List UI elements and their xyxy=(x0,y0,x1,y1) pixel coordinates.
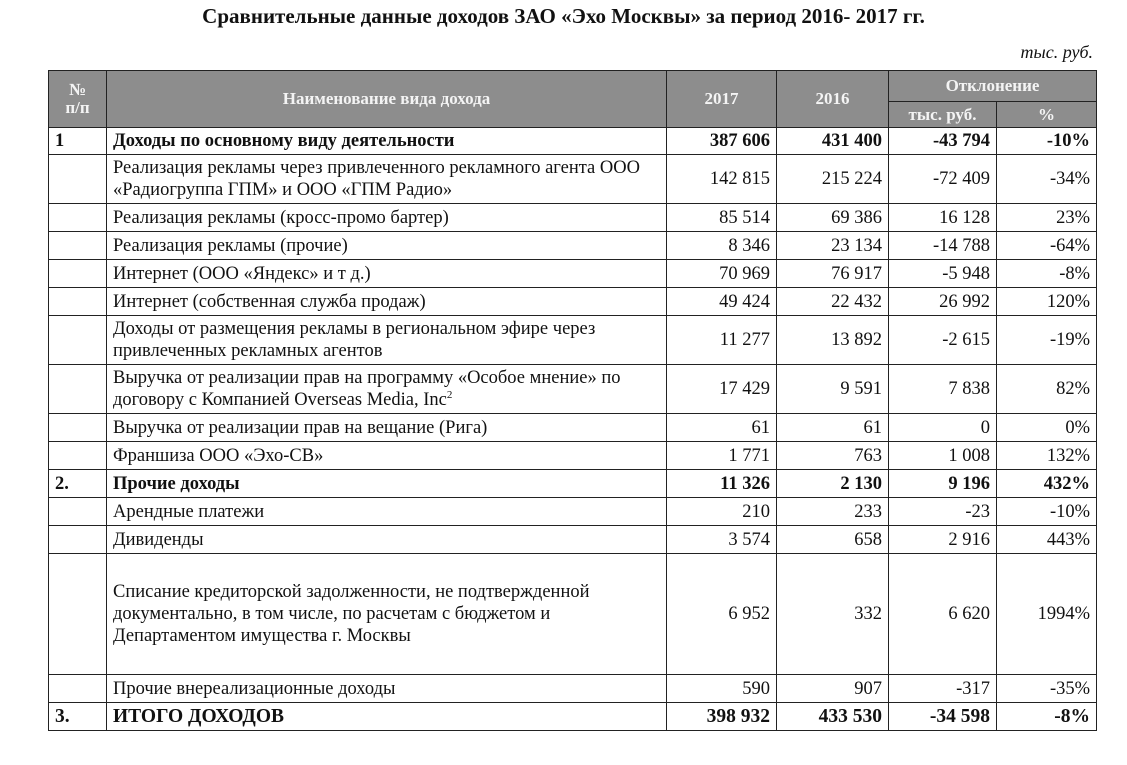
row-deviation-pct: -8% xyxy=(997,703,1097,731)
row-deviation: 26 992 xyxy=(889,288,997,316)
row-name: Доходы по основному виду деятельности xyxy=(107,128,667,155)
table-row xyxy=(49,470,1097,498)
header-deviation-abs: тыс. руб. xyxy=(889,102,997,128)
income-comparison-table xyxy=(48,70,1097,731)
row-value-2017: 61 xyxy=(667,414,777,442)
table-row xyxy=(49,442,1097,470)
document-title: Сравнительные данные доходов ЗАО «Эхо Москвы» за период 2016- 2017 гг. xyxy=(202,4,925,28)
row-name: Реализация рекламы (прочие) xyxy=(107,232,667,260)
table-row xyxy=(49,675,1097,703)
row-number: 1 xyxy=(49,128,107,155)
row-deviation: -72 409 xyxy=(889,155,997,204)
row-deviation: -317 xyxy=(889,675,997,703)
row-value-2017: 11 326 xyxy=(667,470,777,498)
row-deviation: -14 788 xyxy=(889,232,997,260)
row-name: Арендные платежи xyxy=(107,498,667,526)
row-deviation-pct: 23% xyxy=(997,204,1097,232)
row-name: Франшиза ООО «Эхо-СВ» xyxy=(107,442,667,470)
table-row xyxy=(49,288,1097,316)
header-deviation: Отклонение xyxy=(889,71,1097,102)
header-number-line2: п/п xyxy=(65,98,90,117)
row-value-2017: 85 514 xyxy=(667,204,777,232)
row-name: Дивиденды xyxy=(107,526,667,554)
table-row xyxy=(49,232,1097,260)
row-deviation: 2 916 xyxy=(889,526,997,554)
row-value-2016: 907 xyxy=(777,675,889,703)
row-value-2017: 590 xyxy=(667,675,777,703)
row-value-2017: 49 424 xyxy=(667,288,777,316)
row-deviation-pct: -19% xyxy=(997,316,1097,365)
table-row xyxy=(49,260,1097,288)
row-number xyxy=(49,232,107,260)
row-number: 3. xyxy=(49,703,107,731)
row-number xyxy=(49,526,107,554)
table-row xyxy=(49,155,1097,204)
row-deviation-pct: -64% xyxy=(997,232,1097,260)
row-name: Выручка от реализации прав на вещание (Рига) xyxy=(107,414,667,442)
table-row xyxy=(49,128,1097,155)
table-row xyxy=(49,204,1097,232)
row-value-2017: 70 969 xyxy=(667,260,777,288)
row-value-2016: 431 400 xyxy=(777,128,889,155)
row-number xyxy=(49,288,107,316)
row-value-2016: 658 xyxy=(777,526,889,554)
row-deviation-pct: 82% xyxy=(997,365,1097,414)
row-deviation-pct: 120% xyxy=(997,288,1097,316)
row-number xyxy=(49,260,107,288)
row-deviation: -5 948 xyxy=(889,260,997,288)
header-number xyxy=(49,71,107,128)
header-number-line1: № xyxy=(68,80,87,99)
row-deviation-pct: -10% xyxy=(997,498,1097,526)
row-deviation: -2 615 xyxy=(889,316,997,365)
row-value-2016: 332 xyxy=(777,554,889,675)
row-value-2016: 2 130 xyxy=(777,470,889,498)
row-value-2017: 387 606 xyxy=(667,128,777,155)
header-year-2017: 2017 xyxy=(667,71,777,128)
table-header-row xyxy=(49,71,1097,102)
row-deviation: -34 598 xyxy=(889,703,997,731)
row-value-2017: 398 932 xyxy=(667,703,777,731)
row-deviation: -43 794 xyxy=(889,128,997,155)
row-deviation-pct: -35% xyxy=(997,675,1097,703)
table-row xyxy=(49,365,1097,414)
row-value-2016: 76 917 xyxy=(777,260,889,288)
row-value-2016: 9 591 xyxy=(777,365,889,414)
row-value-2016: 23 134 xyxy=(777,232,889,260)
row-number xyxy=(49,365,107,414)
row-deviation-pct: -8% xyxy=(997,260,1097,288)
row-deviation-pct: 132% xyxy=(997,442,1097,470)
table-row-total xyxy=(49,703,1097,731)
footnote-marker: 2 xyxy=(446,388,453,401)
row-deviation-pct: 443% xyxy=(997,526,1097,554)
row-number: 2. xyxy=(49,470,107,498)
units-label: тыс. руб. xyxy=(1020,42,1093,62)
row-deviation: -23 xyxy=(889,498,997,526)
row-deviation: 7 838 xyxy=(889,365,997,414)
row-deviation: 1 008 xyxy=(889,442,997,470)
row-value-2017: 11 277 xyxy=(667,316,777,365)
row-deviation-pct: -34% xyxy=(997,155,1097,204)
row-value-2017: 142 815 xyxy=(667,155,777,204)
row-value-2017: 8 346 xyxy=(667,232,777,260)
row-value-2016: 69 386 xyxy=(777,204,889,232)
row-name: Реализация рекламы через привлеченного рекламного агента ООО «Радиогруппа ГПМ» и ООО «ГПМ Радио» xyxy=(107,155,667,204)
row-name: Интернет (ООО «Яндекс» и т д.) xyxy=(107,260,667,288)
row-value-2016: 13 892 xyxy=(777,316,889,365)
table-row xyxy=(49,526,1097,554)
header-income-type: Наименование вида дохода xyxy=(107,71,667,128)
row-name: Выручка от реализации прав на программу «Особое мнение» по договору с Компанией Overseas Media, Inc xyxy=(113,368,621,410)
row-value-2016: 215 224 xyxy=(777,155,889,204)
row-value-2017: 1 771 xyxy=(667,442,777,470)
row-name: Доходы от размещения рекламы в региональном эфире через привлеченных рекламных агентов xyxy=(107,316,667,365)
row-name: ИТОГО ДОХОДОВ xyxy=(107,703,667,731)
row-deviation-pct: 432% xyxy=(997,470,1097,498)
row-name: Прочие доходы xyxy=(107,470,667,498)
row-value-2016: 61 xyxy=(777,414,889,442)
row-name: Интернет (собственная служба продаж) xyxy=(107,288,667,316)
row-deviation: 6 620 xyxy=(889,554,997,675)
row-value-2017: 6 952 xyxy=(667,554,777,675)
table-row xyxy=(49,414,1097,442)
table-row xyxy=(49,554,1097,675)
row-deviation: 9 196 xyxy=(889,470,997,498)
row-deviation-pct: -10% xyxy=(997,128,1097,155)
table-row xyxy=(49,498,1097,526)
row-name: Списание кредиторской задолженности, не подтвержденной документально, в том числе, по расчетам с бюджетом и Департаментом имущества г. Москвы xyxy=(107,554,667,675)
row-name: Прочие внереализационные доходы xyxy=(107,675,667,703)
header-deviation-pct: % xyxy=(997,102,1097,128)
row-name-cell xyxy=(107,365,667,414)
row-deviation: 16 128 xyxy=(889,204,997,232)
table-row xyxy=(49,316,1097,365)
row-deviation-pct: 0% xyxy=(997,414,1097,442)
row-name: Реализация рекламы (кросс-промо бартер) xyxy=(107,204,667,232)
row-number xyxy=(49,498,107,526)
row-value-2016: 763 xyxy=(777,442,889,470)
row-deviation-pct: 1994% xyxy=(997,554,1097,675)
row-value-2016: 233 xyxy=(777,498,889,526)
row-value-2017: 210 xyxy=(667,498,777,526)
row-value-2016: 433 530 xyxy=(777,703,889,731)
row-value-2017: 3 574 xyxy=(667,526,777,554)
row-number xyxy=(49,442,107,470)
row-number xyxy=(49,554,107,675)
header-year-2016: 2016 xyxy=(777,71,889,128)
row-value-2016: 22 432 xyxy=(777,288,889,316)
row-deviation: 0 xyxy=(889,414,997,442)
row-number xyxy=(49,204,107,232)
row-number xyxy=(49,316,107,365)
row-value-2017: 17 429 xyxy=(667,365,777,414)
row-number xyxy=(49,155,107,204)
row-number xyxy=(49,414,107,442)
row-number xyxy=(49,675,107,703)
